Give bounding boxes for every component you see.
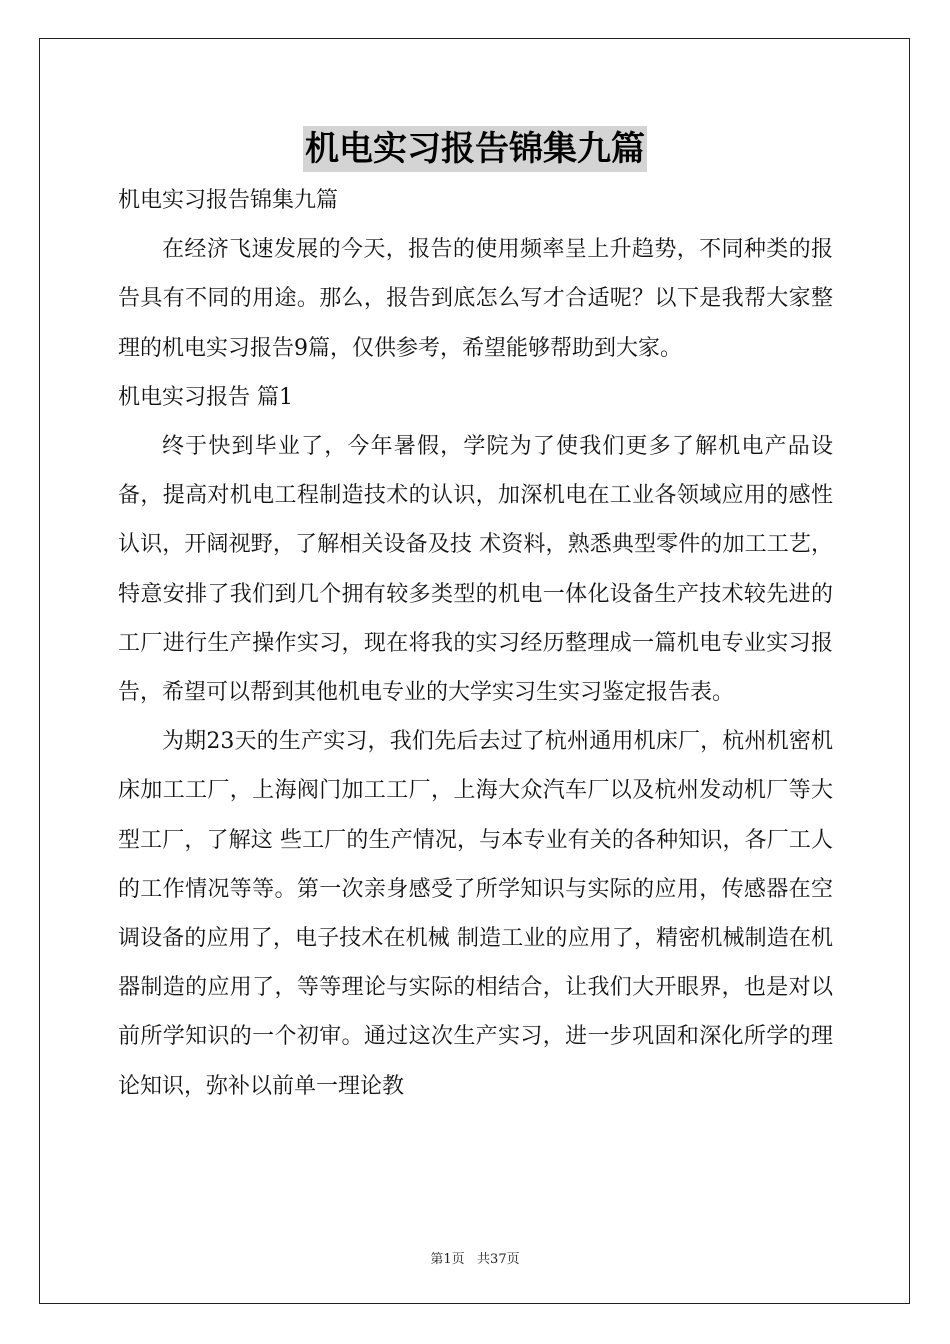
paragraph: 在经济飞速发展的今天，报告的使用频率呈上升趋势，不同种类的报告具有不同的用途。那么，报告到底怎么写才合适呢？以下是我帮大家整理的机电实习报告9篇，仅供参考，希望能够帮助到大家。 — [118, 237, 833, 361]
document-body — [118, 176, 833, 1111]
document-title: 机电实习报告锦集九篇 — [303, 126, 647, 172]
section-heading: 机电实习报告 篇1 — [118, 384, 293, 410]
paragraph: 终于快到毕业了，今年暑假，学院为了使我们更多了解机电产品设备，提高对机电工程制造技术的认识，加深机电在工业各领域应用的感性认识，开阔视野，了解相关设备及技 术资料，熟悉典型零件的加工工艺，特意安排了我们到几个拥有较多类型的机电一体化设备生产技术较先进的工厂进行生产操作实习，现在将我的实习经历整理成一篇机电专业实习报告，希望可以帮到其他机电专业的大学实习生实习鉴定报告表。 — [118, 434, 833, 706]
paragraph: 为期23天的生产实习，我们先后去过了杭州通用机床厂，杭州机密机床加工工厂，上海阀门加工工厂，上海大众汽车厂以及杭州发动机厂等大型工厂，了解这 些工厂的生产情况，与本专业有关的各种知识，各厂工人的工作情况等等。第一次亲身感受了所学知识与实际的应用，传感器在空调设备的应用了，电子技术在机械 制造工业的应用了，精密机械制造在机器制造的应用了，等等理论与实际的相结合，让我们大开眼界，也是对以前所学知识的一个初审。通过这次生产实习，进一步巩固和深化所学的理论知识，弥补以前单一理论教 — [118, 729, 833, 1099]
page-number-footer: 第1页 共37页 — [430, 1252, 520, 1267]
paragraph: 机电实习报告锦集九篇 — [118, 188, 339, 213]
title-container — [0, 126, 950, 172]
